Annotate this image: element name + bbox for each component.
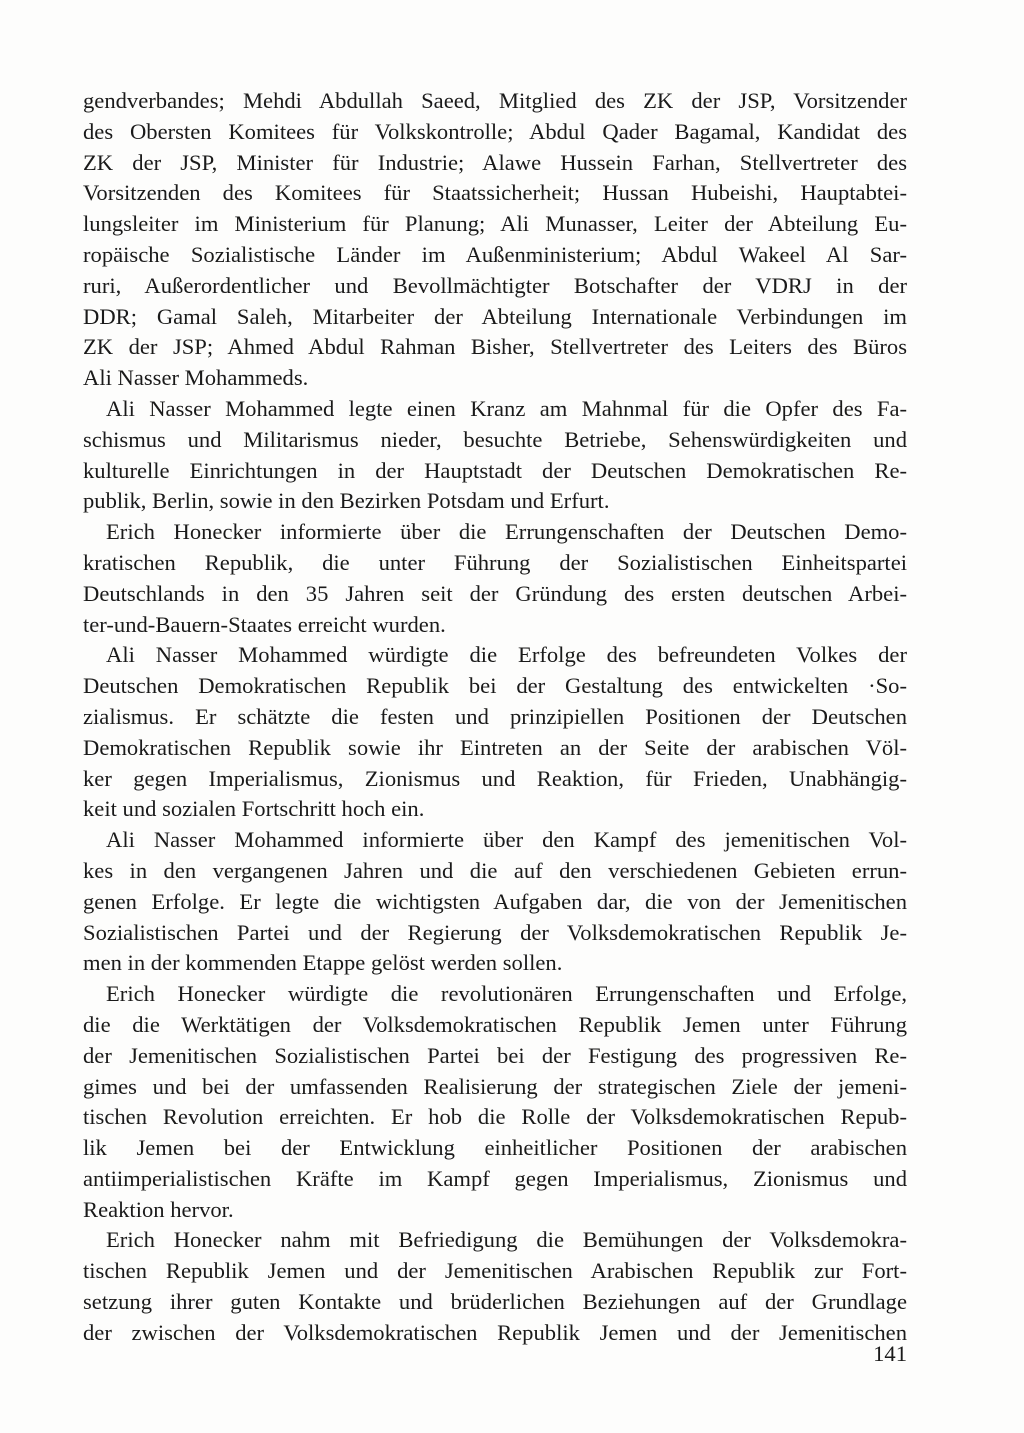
text-line: ruri, Außerordentlicher und Bevollmächtigter Botschafter der VDRJ in der	[83, 272, 907, 298]
text-line: genen Erfolge. Er legte die wichtigsten Aufgaben dar, die von der Jemenitischen	[83, 888, 907, 914]
text-line: Deutschen Demokratischen Republik bei der Gestaltung des entwickelten ·So-	[83, 673, 907, 699]
text-line: ZK der JSP; Ahmed Abdul Rahman Bisher, Stellvertreter des Leiters des Büros	[83, 334, 907, 360]
text-line: ter-und-Bauern-Staates erreicht wurden.	[83, 611, 446, 637]
text-line: Demokratischen Republik sowie ihr Eintreten an der Seite der arabischen Völ-	[83, 734, 907, 760]
text-line: Deutschlands in den 35 Jahren seit der Gründung des ersten deutschen Arbei-	[83, 580, 907, 606]
text-line: keit und sozialen Fortschritt hoch ein.	[83, 796, 425, 822]
paragraph	[83, 517, 907, 640]
text-line: der Jemenitischen Sozialistischen Partei bei der Festigung des progressiven Re-	[83, 1042, 907, 1068]
text-line: men in der kommenden Etappe gelöst werden sollen.	[83, 950, 563, 976]
text-line: antiimperialistischen Kräfte im Kampf gegen Imperialismus, Zionismus und	[83, 1165, 907, 1191]
text-line: ropäische Sozialistische Länder im Außenministerium; Abdul Wakeel Al Sar-	[83, 241, 907, 267]
text-line: Sozialistischen Partei und der Regierung der Volksdemokratischen Republik Je-	[83, 919, 907, 945]
text-line: tischen Republik Jemen und der Jemenitischen Arabischen Republik zur Fort-	[83, 1258, 907, 1284]
paragraph	[83, 1225, 907, 1348]
text-line: DDR; Gamal Saleh, Mitarbeiter der Abteilung Internationale Verbindungen im	[83, 303, 907, 329]
text-line: Ali Nasser Mohammed würdigte die Erfolge des befreundeten Volkes der	[106, 642, 907, 668]
text-line: schismus und Militarismus nieder, besuchte Betriebe, Sehenswürdigkeiten und	[83, 426, 907, 452]
paragraph	[83, 979, 907, 1225]
text-line: publik, Berlin, sowie in den Bezirken Potsdam und Erfurt.	[83, 488, 610, 514]
text-line: kulturelle Einrichtungen in der Hauptstadt der Deutschen Demokratischen Re-	[83, 457, 907, 483]
text-line: ZK der JSP, Minister für Industrie; Alawe Hussein Farhan, Stellvertreter des	[83, 149, 907, 175]
paragraph	[83, 394, 907, 517]
text-line: kratischen Republik, die unter Führung der Sozialistischen Einheitspartei	[83, 549, 907, 575]
paragraph	[83, 640, 907, 825]
text-line: Erich Honecker nahm mit Befriedigung die Bemühungen der Volksdemokra-	[106, 1227, 907, 1253]
text-line: kes in den vergangenen Jahren und die auf den verschiedenen Gebieten errun-	[83, 857, 907, 883]
text-line: tischen Revolution erreichten. Er hob die Rolle der Volksdemokratischen Repub-	[83, 1104, 907, 1130]
text-line: Ali Nasser Mohammed informierte über den Kampf des jemenitischen Vol-	[106, 827, 907, 853]
text-line: Erich Honecker informierte über die Errungenschaften der Deutschen Demo-	[106, 519, 907, 545]
text-line: setzung ihrer guten Kontakte und brüderlichen Beziehungen auf der Grundlage	[83, 1289, 907, 1315]
page-number: 141	[873, 1341, 907, 1366]
text-line: gendverbandes; Mehdi Abdullah Saeed, Mitglied des ZK der JSP, Vorsitzender	[83, 88, 907, 113]
text-line: Erich Honecker würdigte die revolutionären Errungenschaften und Erfolge,	[106, 981, 907, 1007]
paragraph	[83, 825, 907, 979]
text-line: zialismus. Er schätzte die festen und prinzipiellen Positionen der Deutschen	[83, 703, 907, 729]
paragraph	[83, 86, 907, 394]
text-line: Reaktion hervor.	[83, 1196, 234, 1222]
text-line: Ali Nasser Mohammed legte einen Kranz am Mahnmal für die Opfer des Fa-	[106, 395, 907, 421]
text-line: des Obersten Komitees für Volkskontrolle; Abdul Qader Bagamal, Kandidat des	[83, 118, 907, 144]
body-text	[83, 86, 907, 1349]
text-line: Vorsitzenden des Komitees für Staatssicherheit; Hussan Hubeishi, Hauptabtei-	[83, 180, 907, 206]
text-line: Ali Nasser Mohammeds.	[83, 365, 309, 391]
text-line: lik Jemen bei der Entwicklung einheitlicher Positionen der arabischen	[83, 1135, 907, 1161]
text-line: ker gegen Imperialismus, Zionismus und Reaktion, für Frieden, Unabhängig-	[83, 765, 907, 791]
text-line: die die Werktätigen der Volksdemokratischen Republik Jemen unter Führung	[83, 1011, 907, 1037]
text-line: der zwischen der Volksdemokratischen Republik Jemen und der Jemenitischen	[83, 1319, 907, 1345]
text-line: gimes und bei der umfassenden Realisierung der strategischen Ziele der jemeni-	[83, 1073, 907, 1099]
text-line: lungsleiter im Ministerium für Planung; Ali Munasser, Leiter der Abteilung Eu-	[83, 211, 907, 237]
